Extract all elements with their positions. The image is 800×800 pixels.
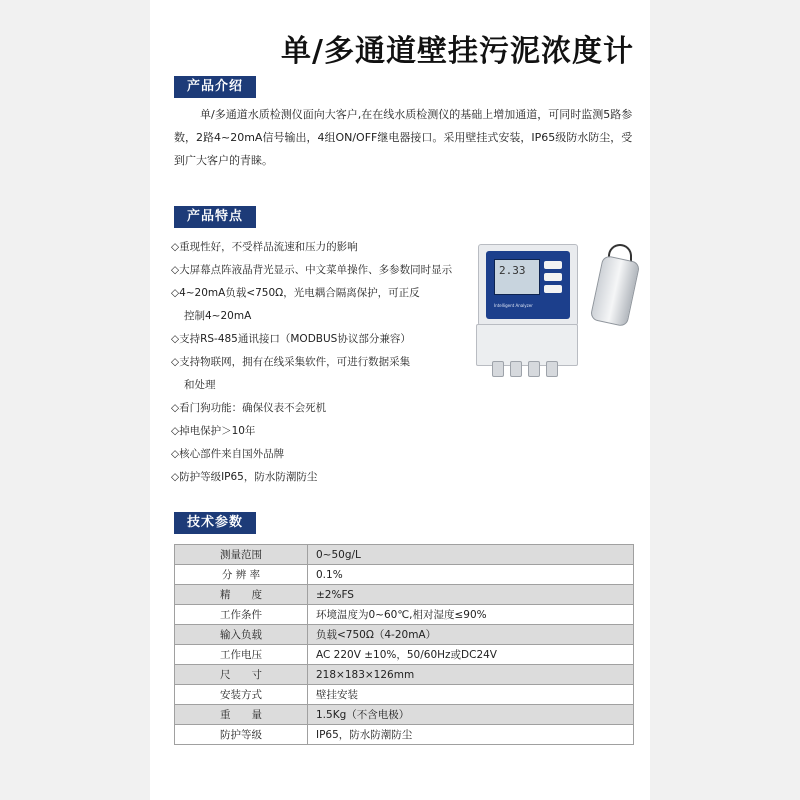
spec-label: 分 辨 率 <box>175 565 308 585</box>
device-front-panel <box>486 251 570 319</box>
table-row <box>175 605 634 625</box>
table-row <box>175 545 634 565</box>
table-row <box>175 705 634 725</box>
table-row <box>175 565 634 585</box>
spec-label: 防护等级 <box>175 725 308 745</box>
cable-gland <box>492 361 504 377</box>
table-row <box>175 725 634 745</box>
feature-item-continuation: 控制4~20mA <box>184 310 252 322</box>
device-cabinet <box>478 244 578 326</box>
spec-value: 负载<750Ω（4-20mA） <box>308 625 634 645</box>
spec-value: AC 220V ±10%，50/60Hz或DC24V <box>308 645 634 665</box>
spec-value: 0~50g/L <box>308 545 634 565</box>
device-lcd-screen <box>494 259 540 295</box>
table-row <box>175 585 634 605</box>
section-tab-specs: 技术参数 <box>174 512 256 534</box>
table-row <box>175 685 634 705</box>
table-row <box>175 625 634 645</box>
device-reading: 2.33 <box>499 264 526 277</box>
spec-value: 0.1% <box>308 565 634 585</box>
feature-list <box>171 236 471 489</box>
product-sheet <box>150 0 650 800</box>
spec-label: 安装方式 <box>175 685 308 705</box>
spec-label: 重 量 <box>175 705 308 725</box>
spec-label: 测量范围 <box>175 545 308 565</box>
device-key <box>544 273 562 281</box>
feature-item: ◇4~20mA负载<750Ω，光电耦合隔离保护，可正反 <box>171 287 420 299</box>
spec-value: 218×183×126mm <box>308 665 634 685</box>
feature-item: ◇核心部件来自国外品牌 <box>171 448 285 460</box>
intro-paragraph: 单/多通道水质检测仪面向大客户,在在线水质检测仪的基础上增加通道，可同时监测5路参数，2路4~20mA信号输出，4组ON/OFF继电器接口。采用壁挂式安装，IP65级防水防尘，受到广大客户的青睐。 <box>174 108 633 167</box>
spec-value: IP65，防水防潮防尘 <box>308 725 634 745</box>
spec-label: 工作条件 <box>175 605 308 625</box>
analyzer-device-image <box>478 244 630 384</box>
sludge-sensor-probe <box>590 255 641 327</box>
feature-item: ◇支持RS-485通讯接口（MODBUS协议部分兼容） <box>171 333 411 345</box>
feature-item: ◇掉电保护＞10年 <box>171 425 256 437</box>
spec-table <box>174 544 634 745</box>
device-panel-label: Intelligent Analyzer <box>494 303 533 308</box>
table-row <box>175 645 634 665</box>
cable-gland <box>528 361 540 377</box>
spec-value: ±2%FS <box>308 585 634 605</box>
section-tab-intro: 产品介绍 <box>174 76 256 98</box>
feature-item: ◇大屏幕点阵液晶背光显示、中文菜单操作、多参数同时显示 <box>171 264 453 276</box>
table-row <box>175 665 634 685</box>
spec-label: 精 度 <box>175 585 308 605</box>
page-title: 单/多通道壁挂污泥浓度计 <box>281 34 634 69</box>
spec-value: 环境温度为0~60℃,相对湿度≤90% <box>308 605 634 625</box>
spec-value: 1.5Kg（不含电极） <box>308 705 634 725</box>
feature-item: ◇支持物联网，拥有在线采集软件，可进行数据采集 <box>171 356 411 368</box>
section-tab-features: 产品特点 <box>174 206 256 228</box>
device-key <box>544 285 562 293</box>
feature-item: ◇重现性好，不受样品流速和压力的影响 <box>171 241 358 253</box>
feature-item: ◇看门狗功能：确保仪表不会死机 <box>171 402 327 414</box>
cable-gland <box>510 361 522 377</box>
cable-gland <box>546 361 558 377</box>
spec-label: 工作电压 <box>175 645 308 665</box>
feature-item: ◇防护等级IP65，防水防潮防尘 <box>171 471 318 483</box>
device-wiring-box <box>476 324 578 366</box>
spec-label: 尺 寸 <box>175 665 308 685</box>
device-key <box>544 261 562 269</box>
spec-label: 输入负载 <box>175 625 308 645</box>
spec-value: 壁挂安装 <box>308 685 634 705</box>
feature-item-continuation: 和处理 <box>184 379 216 391</box>
